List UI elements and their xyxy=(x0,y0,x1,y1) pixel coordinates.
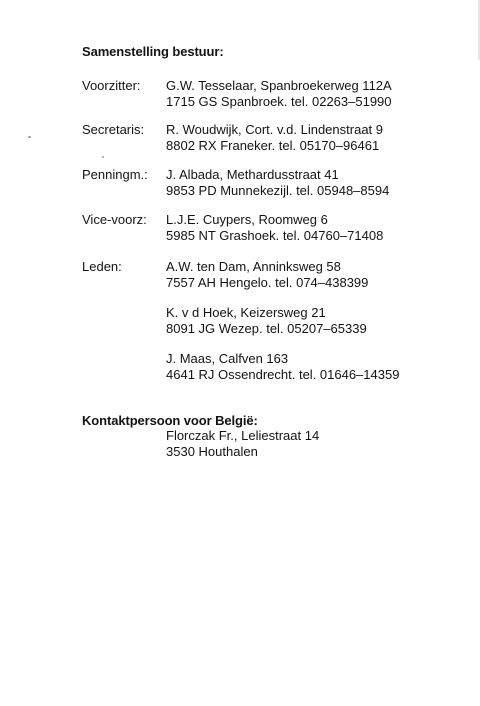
member-contact xyxy=(166,351,399,383)
role-secretary: Secretaris: xyxy=(82,122,145,137)
member-city-phone: 7557 AH Hengelo. tel. 074–438399 xyxy=(166,275,369,290)
member-city-phone: 8091 JG Wezep. tel. 05207–65339 xyxy=(166,321,367,336)
role-treasurer: Penningm.: xyxy=(82,167,148,182)
member-name-address: A.W. ten Dam, Anninksweg 58 xyxy=(166,259,341,274)
role-chairman: Voorzitter: xyxy=(82,78,141,93)
chairman-city-phone: 1715 GS Spanbroek. tel. 02263–51990 xyxy=(166,94,392,109)
vice-chairman-contact xyxy=(166,212,383,244)
member-name-address: J. Maas, Calfven 163 xyxy=(166,351,289,366)
belgium-contact-city: 3530 Houthalen xyxy=(166,444,258,459)
treasurer-contact xyxy=(166,167,389,199)
scan-speck xyxy=(102,156,104,158)
board-heading: Samenstelling bestuur: xyxy=(82,44,224,59)
role-members: Leden: xyxy=(82,259,122,274)
secretary-city-phone: 8802 RX Franeker. tel. 05170–96461 xyxy=(166,138,380,153)
chairman-contact xyxy=(166,78,392,110)
vice-chairman-city-phone: 5985 NT Grashoek. tel. 04760–71408 xyxy=(166,228,384,243)
member-contact xyxy=(166,259,368,291)
secretary-name-address: R. Woudwijk, Cort. v.d. Lindenstraat 9 xyxy=(166,122,384,137)
chairman-name-address: G.W. Tesselaar, Spanbroekerweg 112A xyxy=(166,78,392,93)
belgium-contact-heading: Kontaktpersoon voor België: xyxy=(82,413,258,428)
vice-chairman-name-address: L.J.E. Cuypers, Roomweg 6 xyxy=(166,212,328,227)
treasurer-city-phone: 9853 PD Munnekezijl. tel. 05948–8594 xyxy=(166,183,390,198)
member-city-phone: 4641 RJ Ossendrecht. tel. 01646–14359 xyxy=(166,367,400,382)
belgium-contact xyxy=(166,428,319,460)
role-vice-chairman: Vice-voorz: xyxy=(82,212,147,227)
secretary-contact xyxy=(166,122,383,154)
member-contact xyxy=(166,305,367,337)
belgium-contact-name-address: Florczak Fr., Leliestraat 14 xyxy=(166,428,320,443)
treasurer-name-address: J. Albada, Methardusstraat 41 xyxy=(166,167,339,182)
scan-speck xyxy=(28,136,31,138)
member-name-address: K. v d Hoek, Keizersweg 21 xyxy=(166,305,326,320)
